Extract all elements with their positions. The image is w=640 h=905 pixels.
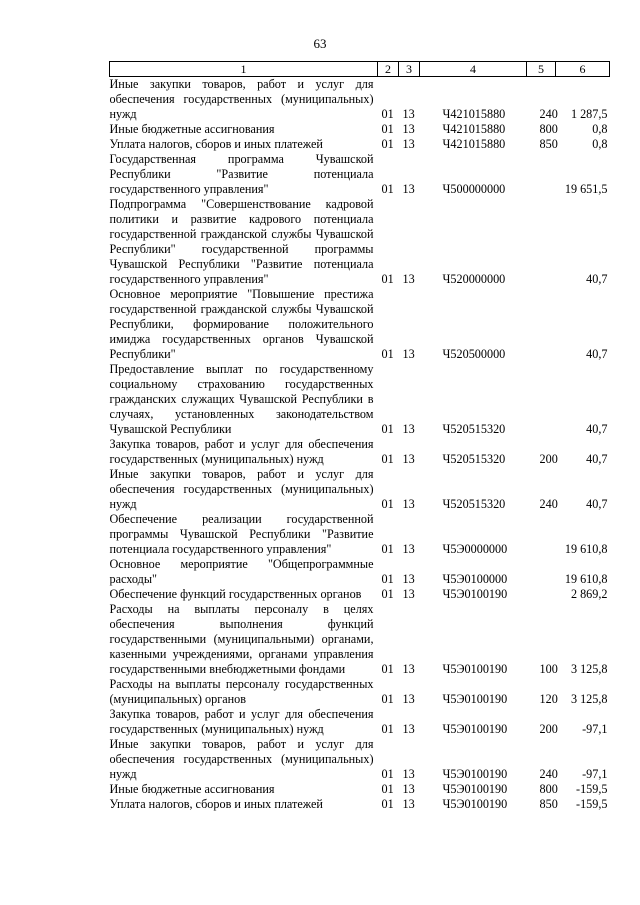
table-row bbox=[110, 512, 610, 557]
page-number: 63 bbox=[313, 36, 327, 51]
column-header-subsection: 3 bbox=[399, 62, 420, 77]
row-subsection-cell: 13 bbox=[402, 422, 415, 436]
row-sum-cell: 0,8 bbox=[592, 137, 608, 151]
row-subsection-cell: 13 bbox=[402, 767, 415, 781]
row-section-cell: 01 bbox=[381, 782, 394, 796]
row-sum-cell: 40,7 bbox=[586, 497, 608, 511]
row-subsection-cell: 13 bbox=[402, 497, 415, 511]
row-target-article-cell: Ч5Э0000000 bbox=[442, 542, 508, 556]
row-target-article-cell: Ч520000000 bbox=[442, 272, 506, 286]
row-expense-type-cell bbox=[527, 287, 556, 362]
row-name-cell: Обеспечение реализации государственной программы Чувашской Республики "Развитие потенциала государственного управления" bbox=[109, 512, 374, 556]
row-expense-type-cell: 850 bbox=[539, 797, 558, 811]
row-target-article-cell: Ч421015880 bbox=[442, 122, 506, 136]
row-section-cell: 01 bbox=[381, 497, 394, 511]
row-target-article-cell: Ч421015880 bbox=[442, 137, 506, 151]
row-subsection-cell: 13 bbox=[402, 122, 415, 136]
row-sum-cell: 19 610,8 bbox=[564, 572, 608, 586]
column-header-expense-type: 5 bbox=[527, 62, 556, 77]
row-sum-cell: 2 869,2 bbox=[570, 587, 608, 601]
table-row bbox=[110, 557, 610, 587]
row-sum-cell: 3 125,8 bbox=[570, 662, 608, 676]
row-target-article-cell: Ч520500000 bbox=[442, 347, 506, 361]
row-section-cell: 01 bbox=[381, 692, 394, 706]
table-row bbox=[110, 77, 610, 123]
row-expense-type-cell bbox=[527, 362, 556, 437]
row-subsection-cell: 13 bbox=[402, 692, 415, 706]
row-name-cell: Закупка товаров, работ и услуг для обеспечения государственных (муниципальных) нужд bbox=[109, 437, 374, 466]
row-subsection-cell: 13 bbox=[402, 137, 415, 151]
row-sum-cell: -159,5 bbox=[576, 797, 608, 811]
row-expense-type-cell: 240 bbox=[539, 107, 558, 121]
row-subsection-cell: 13 bbox=[402, 182, 415, 196]
table-row bbox=[110, 587, 610, 602]
row-sum-cell: 40,7 bbox=[586, 347, 608, 361]
row-target-article-cell: Ч500000000 bbox=[442, 182, 506, 196]
row-subsection-cell: 13 bbox=[402, 347, 415, 361]
row-name-cell: Основное мероприятие "Повышение престижа государственной гражданской службы Чувашской Республики, формирование положительного имиджа государственных органов Чувашской Республики" bbox=[109, 287, 374, 361]
row-name-cell: Иные бюджетные ассигнования bbox=[109, 782, 275, 796]
row-expense-type-cell: 800 bbox=[539, 122, 558, 136]
table-row bbox=[110, 437, 610, 467]
row-expense-type-cell bbox=[527, 587, 556, 602]
row-subsection-cell: 13 bbox=[402, 572, 415, 586]
row-expense-type-cell: 100 bbox=[539, 662, 558, 676]
table-row bbox=[110, 197, 610, 287]
table-row bbox=[110, 737, 610, 782]
row-expense-type-cell: 850 bbox=[539, 137, 558, 151]
row-section-cell: 01 bbox=[381, 422, 394, 436]
row-subsection-cell: 13 bbox=[402, 662, 415, 676]
row-name-cell: Предоставление выплат по государственному социальному страхованию государственных гражданских служащих Чувашской Республики в случаях, установленных законодательством Чувашской Республики bbox=[109, 362, 374, 436]
row-target-article-cell: Ч5Э0100190 bbox=[442, 692, 508, 706]
table-row bbox=[110, 707, 610, 737]
row-expense-type-cell bbox=[527, 152, 556, 197]
table-row bbox=[110, 122, 610, 137]
row-target-article-cell: Ч5Э0100190 bbox=[442, 767, 508, 781]
budget-table bbox=[109, 61, 610, 812]
table-header-row bbox=[110, 62, 610, 77]
row-sum-cell: 40,7 bbox=[586, 272, 608, 286]
table-row bbox=[110, 797, 610, 812]
row-target-article-cell: Ч5Э0100190 bbox=[442, 587, 508, 601]
row-subsection-cell: 13 bbox=[402, 542, 415, 556]
row-target-article-cell: Ч5Э0100190 bbox=[442, 797, 508, 811]
row-subsection-cell: 13 bbox=[402, 107, 415, 121]
row-sum-cell: 19 610,8 bbox=[564, 542, 608, 556]
table-row bbox=[110, 782, 610, 797]
row-section-cell: 01 bbox=[381, 767, 394, 781]
row-name-cell: Государственная программа Чувашской Республики "Развитие потенциала государственного управления" bbox=[109, 152, 374, 196]
table-row bbox=[110, 152, 610, 197]
row-name-cell: Иные бюджетные ассигнования bbox=[109, 122, 275, 136]
row-section-cell: 01 bbox=[381, 572, 394, 586]
row-expense-type-cell bbox=[527, 512, 556, 557]
row-sum-cell: -159,5 bbox=[576, 782, 608, 796]
row-target-article-cell: Ч520515320 bbox=[442, 422, 506, 436]
row-sum-cell: 19 651,5 bbox=[564, 182, 608, 196]
row-name-cell: Закупка товаров, работ и услуг для обеспечения государственных (муниципальных) нужд bbox=[109, 707, 374, 736]
column-header-section: 2 bbox=[378, 62, 399, 77]
row-target-article-cell: Ч5Э0100190 bbox=[442, 662, 508, 676]
row-subsection-cell: 13 bbox=[402, 452, 415, 466]
row-name-cell: Иные закупки товаров, работ и услуг для обеспечения государственных (муниципальных) нужд bbox=[109, 737, 374, 781]
row-section-cell: 01 bbox=[381, 452, 394, 466]
row-sum-cell: 0,8 bbox=[592, 122, 608, 136]
column-header-name: 1 bbox=[110, 62, 378, 77]
row-sum-cell: 3 125,8 bbox=[570, 692, 608, 706]
row-name-cell: Уплата налогов, сборов и иных платежей bbox=[109, 137, 323, 151]
row-name-cell: Уплата налогов, сборов и иных платежей bbox=[109, 797, 323, 811]
row-name-cell: Иные закупки товаров, работ и услуг для обеспечения государственных (муниципальных) нужд bbox=[109, 77, 374, 121]
row-expense-type-cell: 240 bbox=[539, 497, 558, 511]
row-expense-type-cell bbox=[527, 197, 556, 287]
row-section-cell: 01 bbox=[381, 107, 394, 121]
row-target-article-cell: Ч520515320 bbox=[442, 452, 506, 466]
row-subsection-cell: 13 bbox=[402, 587, 415, 601]
row-section-cell: 01 bbox=[381, 347, 394, 361]
row-section-cell: 01 bbox=[381, 662, 394, 676]
table-row bbox=[110, 602, 610, 677]
row-section-cell: 01 bbox=[381, 182, 394, 196]
row-sum-cell: -97,1 bbox=[582, 722, 608, 736]
row-subsection-cell: 13 bbox=[402, 797, 415, 811]
row-target-article-cell: Ч5Э0100190 bbox=[442, 782, 508, 796]
row-name-cell: Обеспечение функций государственных органов bbox=[109, 587, 362, 601]
row-sum-cell: 40,7 bbox=[586, 422, 608, 436]
row-name-cell: Иные закупки товаров, работ и услуг для обеспечения государственных (муниципальных) нужд bbox=[109, 467, 374, 511]
row-section-cell: 01 bbox=[381, 797, 394, 811]
row-expense-type-cell: 120 bbox=[539, 692, 558, 706]
table-row bbox=[110, 287, 610, 362]
row-subsection-cell: 13 bbox=[402, 722, 415, 736]
row-subsection-cell: 13 bbox=[402, 782, 415, 796]
table-row bbox=[110, 467, 610, 512]
row-section-cell: 01 bbox=[381, 137, 394, 151]
row-target-article-cell: Ч421015880 bbox=[442, 107, 506, 121]
row-sum-cell: 40,7 bbox=[586, 452, 608, 466]
row-expense-type-cell: 800 bbox=[539, 782, 558, 796]
table-body bbox=[110, 77, 610, 813]
row-sum-cell: -97,1 bbox=[582, 767, 608, 781]
row-target-article-cell: Ч5Э0100190 bbox=[442, 722, 508, 736]
row-sum-cell: 1 287,5 bbox=[570, 107, 608, 121]
row-section-cell: 01 bbox=[381, 272, 394, 286]
row-expense-type-cell bbox=[527, 557, 556, 587]
row-expense-type-cell: 240 bbox=[539, 767, 558, 781]
row-expense-type-cell: 200 bbox=[539, 452, 558, 466]
row-name-cell: Расходы на выплаты персоналу в целях обеспечения выполнения функций государственными (муниципальными) органами, казенными учреждениями, органами управления государственными внебюджетными фондами bbox=[109, 602, 374, 676]
row-expense-type-cell: 200 bbox=[539, 722, 558, 736]
row-section-cell: 01 bbox=[381, 587, 394, 601]
table-row bbox=[110, 362, 610, 437]
row-section-cell: 01 bbox=[381, 122, 394, 136]
row-subsection-cell: 13 bbox=[402, 272, 415, 286]
row-name-cell: Основное мероприятие "Общепрограммные расходы" bbox=[109, 557, 374, 586]
row-name-cell: Расходы на выплаты персоналу государственных (муниципальных) органов bbox=[109, 677, 374, 706]
row-target-article-cell: Ч520515320 bbox=[442, 497, 506, 511]
row-name-cell: Подпрограмма "Совершенствование кадровой политики и развитие кадрового потенциала государственной гражданской службы Чувашской Республики" государственной программы Чувашской Республики "Развитие потенциала государственного управления" bbox=[109, 197, 374, 286]
row-section-cell: 01 bbox=[381, 722, 394, 736]
column-header-sum: 6 bbox=[556, 62, 610, 77]
row-section-cell: 01 bbox=[381, 542, 394, 556]
row-target-article-cell: Ч5Э0100000 bbox=[442, 572, 508, 586]
table-row bbox=[110, 137, 610, 152]
column-header-target-article: 4 bbox=[420, 62, 527, 77]
table-row bbox=[110, 677, 610, 707]
